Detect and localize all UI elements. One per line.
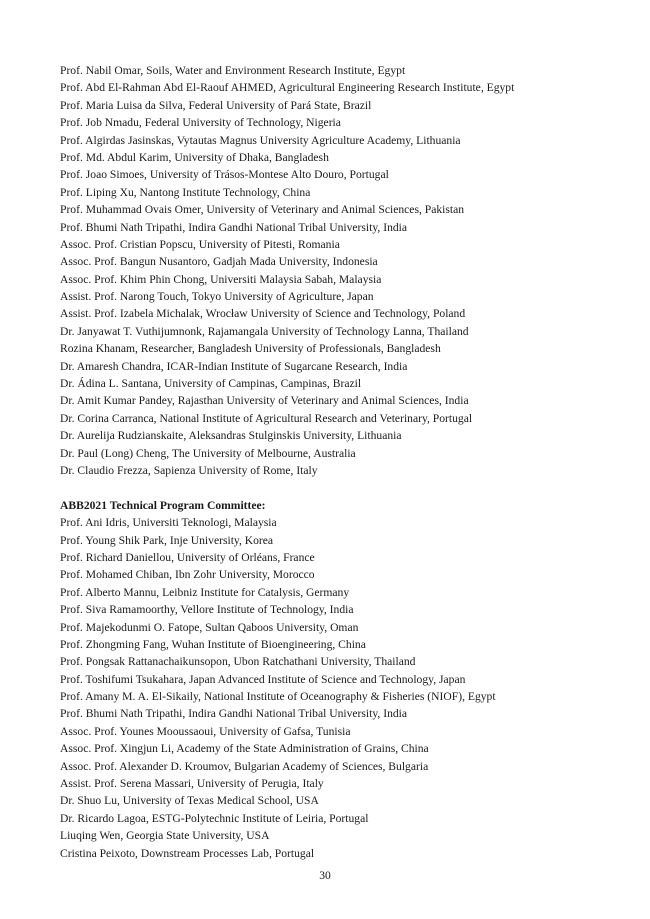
- committee-list: [60, 62, 630, 479]
- committee-member: Assoc. Prof. Xingjun Li, Academy of the State Administration of Grains, China: [60, 742, 429, 756]
- committee-member: Prof. Toshifumi Tsukahara, Japan Advanced Institute of Science and Technology, Japan: [60, 672, 466, 686]
- committee-member: Rozina Khanam, Researcher, Bangladesh University of Professionals, Bangladesh: [60, 342, 441, 356]
- committee-member: Dr. Ricardo Lagoa, ESTG-Polytechnic Institute of Leiria, Portugal: [60, 811, 369, 825]
- committee-member: Prof. Nabil Omar, Soils, Water and Environment Research Institute, Egypt: [60, 64, 406, 77]
- committee-member: Dr. Amaresh Chandra, ICAR-Indian Institute of Sugarcane Research, India: [60, 359, 408, 373]
- committee-member: Prof. Md. Abdul Karim, University of Dhaka, Bangladesh: [60, 150, 329, 164]
- committee-member: Dr. Janyawat T. Vuthijumnonk, Rajamangala University of Technology Lanna, Thailand: [60, 324, 469, 338]
- committee-member: Assoc. Prof. Cristian Popscu, University of Pitesti, Romania: [60, 237, 340, 251]
- committee-member: Dr. Ádina L. Santana, University of Campinas, Campinas, Brazil: [60, 377, 362, 391]
- committee-member: Assoc. Prof. Khim Phin Chong, Universiti Malaysia Sabah, Malaysia: [60, 272, 382, 286]
- committee-member: Prof. Maria Luisa da Silva, Federal University of Pará State, Brazil: [60, 98, 372, 112]
- committee-member: Prof. Richard Daniellou, University of Orléans, France: [60, 550, 315, 564]
- committee-member: Prof. Pongsak Rattanachaikunsopon, Ubon Ratchathani University, Thailand: [60, 655, 416, 669]
- technical-program-committee-list: [60, 514, 630, 862]
- committee-member: Prof. Siva Ramamoorthy, Vellore Institute of Technology, India: [60, 603, 354, 617]
- committee-member: Prof. Joao Simoes, University of Trásos-Montese Alto Douro, Portugal: [60, 168, 389, 182]
- committee-member: Prof. Young Shik Park, Inje University, Korea: [60, 533, 274, 547]
- committee-member: Prof. Mohamed Chiban, Ibn Zohr University, Morocco: [60, 568, 315, 582]
- committee-member: Assist. Prof. Narong Touch, Tokyo University of Agriculture, Japan: [60, 290, 374, 304]
- committee-member: Dr. Aurelija Rudzianskaite, Aleksandras Stulginskis University, Lithuania: [60, 429, 402, 443]
- committee-member: Assoc. Prof. Bangun Nusantoro, Gadjah Mada University, Indonesia: [60, 255, 378, 269]
- committee-member: Assoc. Prof. Alexander D. Kroumov, Bulgarian Academy of Sciences, Bulgaria: [60, 759, 429, 773]
- committee-member: Prof. Abd El-Rahman Abd El-Raouf AHMED, Agricultural Engineering Research Institute, Egypt: [60, 81, 515, 95]
- committee-member: Prof. Bhumi Nath Tripathi, Indira Gandhi National Tribal University, India: [60, 707, 408, 721]
- committee-member: Dr. Corina Carranca, National Institute of Agricultural Research and Veterinary, Portugal: [60, 411, 473, 425]
- committee-member: Assist. Prof. Serena Massari, University of Perugia, Italy: [60, 777, 324, 791]
- committee-member: Dr. Shuo Lu, University of Texas Medical School, USA: [60, 794, 319, 808]
- section-gap: [60, 479, 630, 496]
- committee-member: Assist. Prof. Izabela Michalak, Wrocław University of Science and Technology, Poland: [60, 307, 466, 321]
- committee-member: Dr. Claudio Frezza, Sapienza University of Rome, Italy: [60, 463, 318, 477]
- committee-member: Prof. Alberto Mannu, Leibniz Institute for Catalysis, Germany: [60, 585, 350, 599]
- document-body: [60, 62, 630, 862]
- committee-member: Prof. Majekodunmi O. Fatope, Sultan Qaboos University, Oman: [60, 620, 359, 634]
- committee-member: Prof. Amany M. A. El-Sikaily, National Institute of Oceanography & Fisheries (NIOF), Egypt: [60, 690, 496, 704]
- page-number: 30: [319, 869, 331, 882]
- committee-member: Dr. Amit Kumar Pandey, Rajasthan University of Veterinary and Animal Sciences, India: [60, 394, 469, 408]
- committee-member: Prof. Job Nmadu, Federal University of Technology, Nigeria: [60, 116, 341, 130]
- committee-member: Prof. Zhongming Fang, Wuhan Institute of Bioengineering, China: [60, 637, 366, 651]
- section-heading: ABB2021 Technical Program Committee:: [60, 498, 266, 512]
- committee-member: Assoc. Prof. Younes Mooussaoui, University of Gafsa, Tunisia: [60, 724, 351, 738]
- committee-member: Dr. Paul (Long) Cheng, The University of Melbourne, Australia: [60, 446, 356, 460]
- committee-member: Prof. Algirdas Jasinskas, Vytautas Magnus University Agriculture Academy, Lithuania: [60, 133, 461, 147]
- committee-member: Prof. Muhammad Ovais Omer, University of Veterinary and Animal Sciences, Pakistan: [60, 203, 465, 217]
- committee-member: Cristina Peixoto, Downstream Processes Lab, Portugal: [60, 846, 315, 860]
- committee-member: Liuqing Wen, Georgia State University, USA: [60, 829, 270, 843]
- committee-member: Prof. Ani Idris, Universiti Teknologi, Malaysia: [60, 516, 277, 530]
- committee-member: Prof. Bhumi Nath Tripathi, Indira Gandhi National Tribal University, India: [60, 220, 408, 234]
- committee-member: Prof. Liping Xu, Nantong Institute Technology, China: [60, 185, 311, 199]
